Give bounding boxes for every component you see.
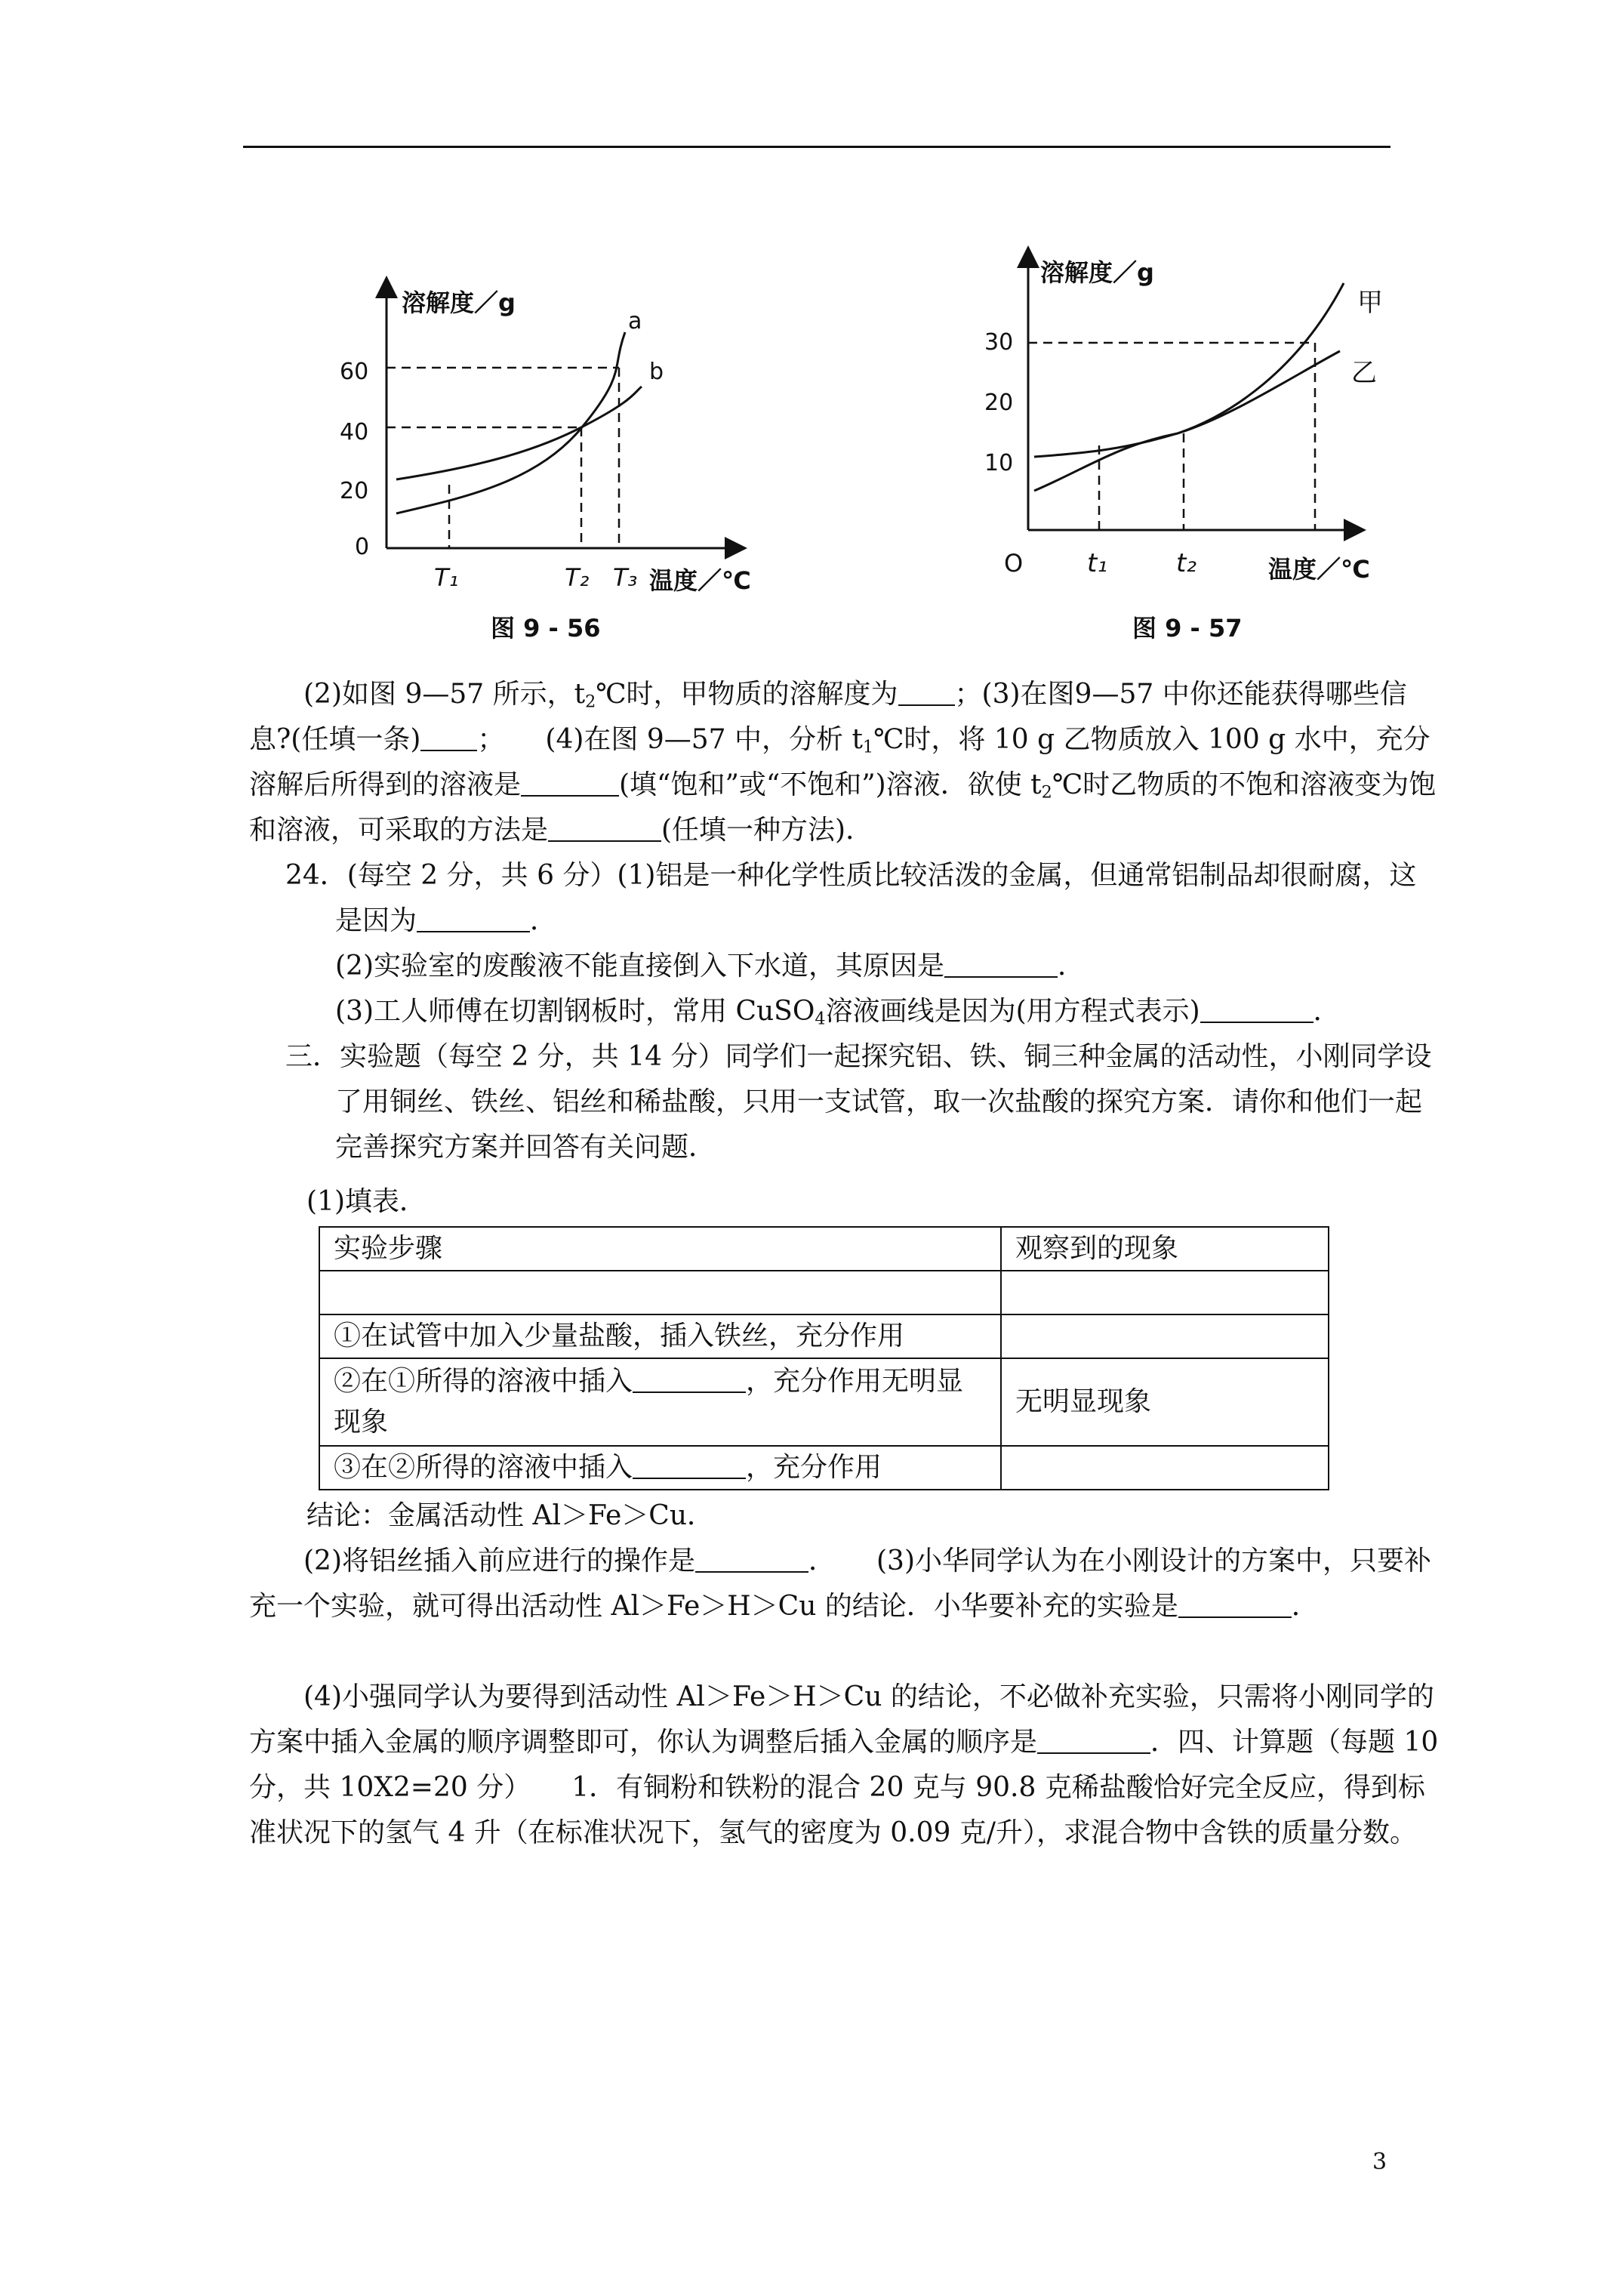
guide-lines xyxy=(1028,343,1315,530)
question-24: 24．(每空 2 分，共 6 分）(1)铝是一种化学性质比较活泼的金属，但通常铝制品却很耐腐，这是因为 ． (2)实验室的废酸液不能直接倒入下水道，其原因是 ． (3)工人师傅在切割钢板时，常用 CuSO$_4$溶液画线是因为(用方程式表示) ． xyxy=(285,860,1417,1029)
section-3-intro: 三．实验题（每空 2 分，共 14 分）同学们一起探究铝、铁、铜三种金属的活动性，小刚同学设了用铜丝、铁丝、铝丝和稀盐酸，只用一支试管，取一次盐酸的探究方案．请你和他们一起完善探究方案并回答有关问题． xyxy=(285,1041,1432,1163)
y-tick-10: 10 xyxy=(984,450,1014,476)
y-tick-40: 40 xyxy=(340,419,369,445)
table-row xyxy=(319,1271,1329,1314)
figure-caption: 图 9 - 56 xyxy=(491,614,601,643)
answer-blank[interactable] xyxy=(944,949,1058,978)
curve-jia xyxy=(1034,283,1344,491)
origin-label: O xyxy=(1004,549,1024,578)
question-23-text: (2)如图 9—57 所示，$t_2℃$时，甲物质的溶解度为 ；(3)在图9—57 中你还能获得哪些信息?(任填一条) ； (4)在图 9—57 中，分析 $t_1℃$时，将 10 g 乙物质放入 100 g 水中，充分溶解后所得到的溶液是 (填“饱和”或“不饱和”)溶液．欲使 $t_2℃$时乙物质的不饱和溶液变为饱和溶液，可采取的方法是 (任填一种方法)． xyxy=(249,679,1437,846)
y-tick-30: 30 xyxy=(984,329,1014,356)
header-rule xyxy=(243,146,1390,148)
answer-blank[interactable] xyxy=(633,1450,746,1479)
curve-label-jia: 甲 xyxy=(1357,288,1383,318)
table-cell[interactable] xyxy=(1001,1314,1329,1358)
y-tick-20: 20 xyxy=(340,478,369,504)
conclusion: 结论：金属活动性 Al＞Fe＞Cu． xyxy=(306,1500,715,1531)
x-axis-label: 温度／℃ xyxy=(1268,555,1370,584)
curve-yi xyxy=(1034,351,1340,457)
table-cell[interactable] xyxy=(1001,1446,1329,1490)
answer-blank[interactable] xyxy=(420,723,477,751)
table-cell: 无明显现象 xyxy=(1001,1358,1329,1446)
answer-blank[interactable] xyxy=(548,813,661,842)
answer-blank[interactable] xyxy=(695,1544,808,1573)
y-axis-label: 溶解度／g xyxy=(402,288,516,317)
figure-9-57 xyxy=(974,242,1427,657)
y-axis-label: 溶解度／g xyxy=(1040,258,1154,287)
page-number: 3 xyxy=(1372,2149,1387,2175)
table-cell: ①在试管中加入少量盐酸，插入铁丝，充分作用 xyxy=(319,1314,1001,1358)
answer-blank[interactable] xyxy=(417,904,530,932)
x-tick-T1: T₁ xyxy=(434,563,459,592)
table-row xyxy=(319,1446,1329,1490)
table-row xyxy=(319,1358,1329,1446)
answer-blank[interactable] xyxy=(1200,994,1313,1023)
y-tick-0: 0 xyxy=(355,534,370,560)
table-row xyxy=(319,1314,1329,1358)
x-tick-t2: t₂ xyxy=(1176,548,1196,578)
x-tick-T3: T₃ xyxy=(613,563,638,592)
curve-label-a: a xyxy=(628,308,642,334)
table-cell: ③在②所得的溶液中插入 ，充分作用 xyxy=(319,1446,1001,1490)
table-cell: ②在①所得的溶液中插入 ，充分作用无明显现象 xyxy=(319,1358,1001,1446)
curve-label-b: b xyxy=(649,359,664,385)
table-cell[interactable] xyxy=(1001,1271,1329,1314)
x-tick-T2: T₂ xyxy=(565,563,590,592)
answer-blank[interactable] xyxy=(1037,1725,1150,1754)
table-header: 实验步骤 xyxy=(319,1227,1001,1271)
table-header: 观察到的现象 xyxy=(1001,1227,1329,1271)
figure-caption: 图 9 - 57 xyxy=(1132,614,1243,643)
x-axis-label: 温度／℃ xyxy=(649,566,751,595)
y-tick-60: 60 xyxy=(340,359,369,385)
fill-table-label: (1)填表． xyxy=(306,1186,427,1217)
experiment-table xyxy=(319,1226,1329,1490)
answer-blank[interactable] xyxy=(521,768,619,797)
curve-label-yi: 乙 xyxy=(1351,358,1377,388)
figure-9-56 xyxy=(332,257,755,657)
x-tick-t1: t₁ xyxy=(1087,548,1107,578)
table-cell[interactable] xyxy=(319,1271,1001,1314)
question-4-and-calc: (4)小强同学认为要得到活动性 Al＞Fe＞H＞Cu 的结论，不必做补充实验，只需将小刚同学的方案中插入金属的顺序调整即可，你认为调整后插入金属的顺序是 ．四、计算题（每题 10 分，共 10X2=20 分） 1．有铜粉和铁粉的混合 20 克与 90.8 克稀盐酸恰好完全反应，得到标准状况下的氢气 4 升（在标准状况下，氢气的密度为 0.09 克/升），求混合物中含铁的质量分数。 xyxy=(249,1681,1439,1848)
questions-2-3: (2)将铝丝插入前应进行的操作是 ． (3)小华同学认为在小刚设计的方案中，只要补充一个实验，就可得出活动性 Al＞Fe＞H＞Cu 的结论．小华要补充的实验是 ． xyxy=(249,1546,1431,1622)
answer-blank[interactable] xyxy=(633,1364,746,1393)
curve-b xyxy=(396,387,642,479)
answer-blank[interactable] xyxy=(1178,1589,1292,1618)
answer-blank[interactable] xyxy=(898,677,955,706)
y-tick-20: 20 xyxy=(984,390,1014,416)
